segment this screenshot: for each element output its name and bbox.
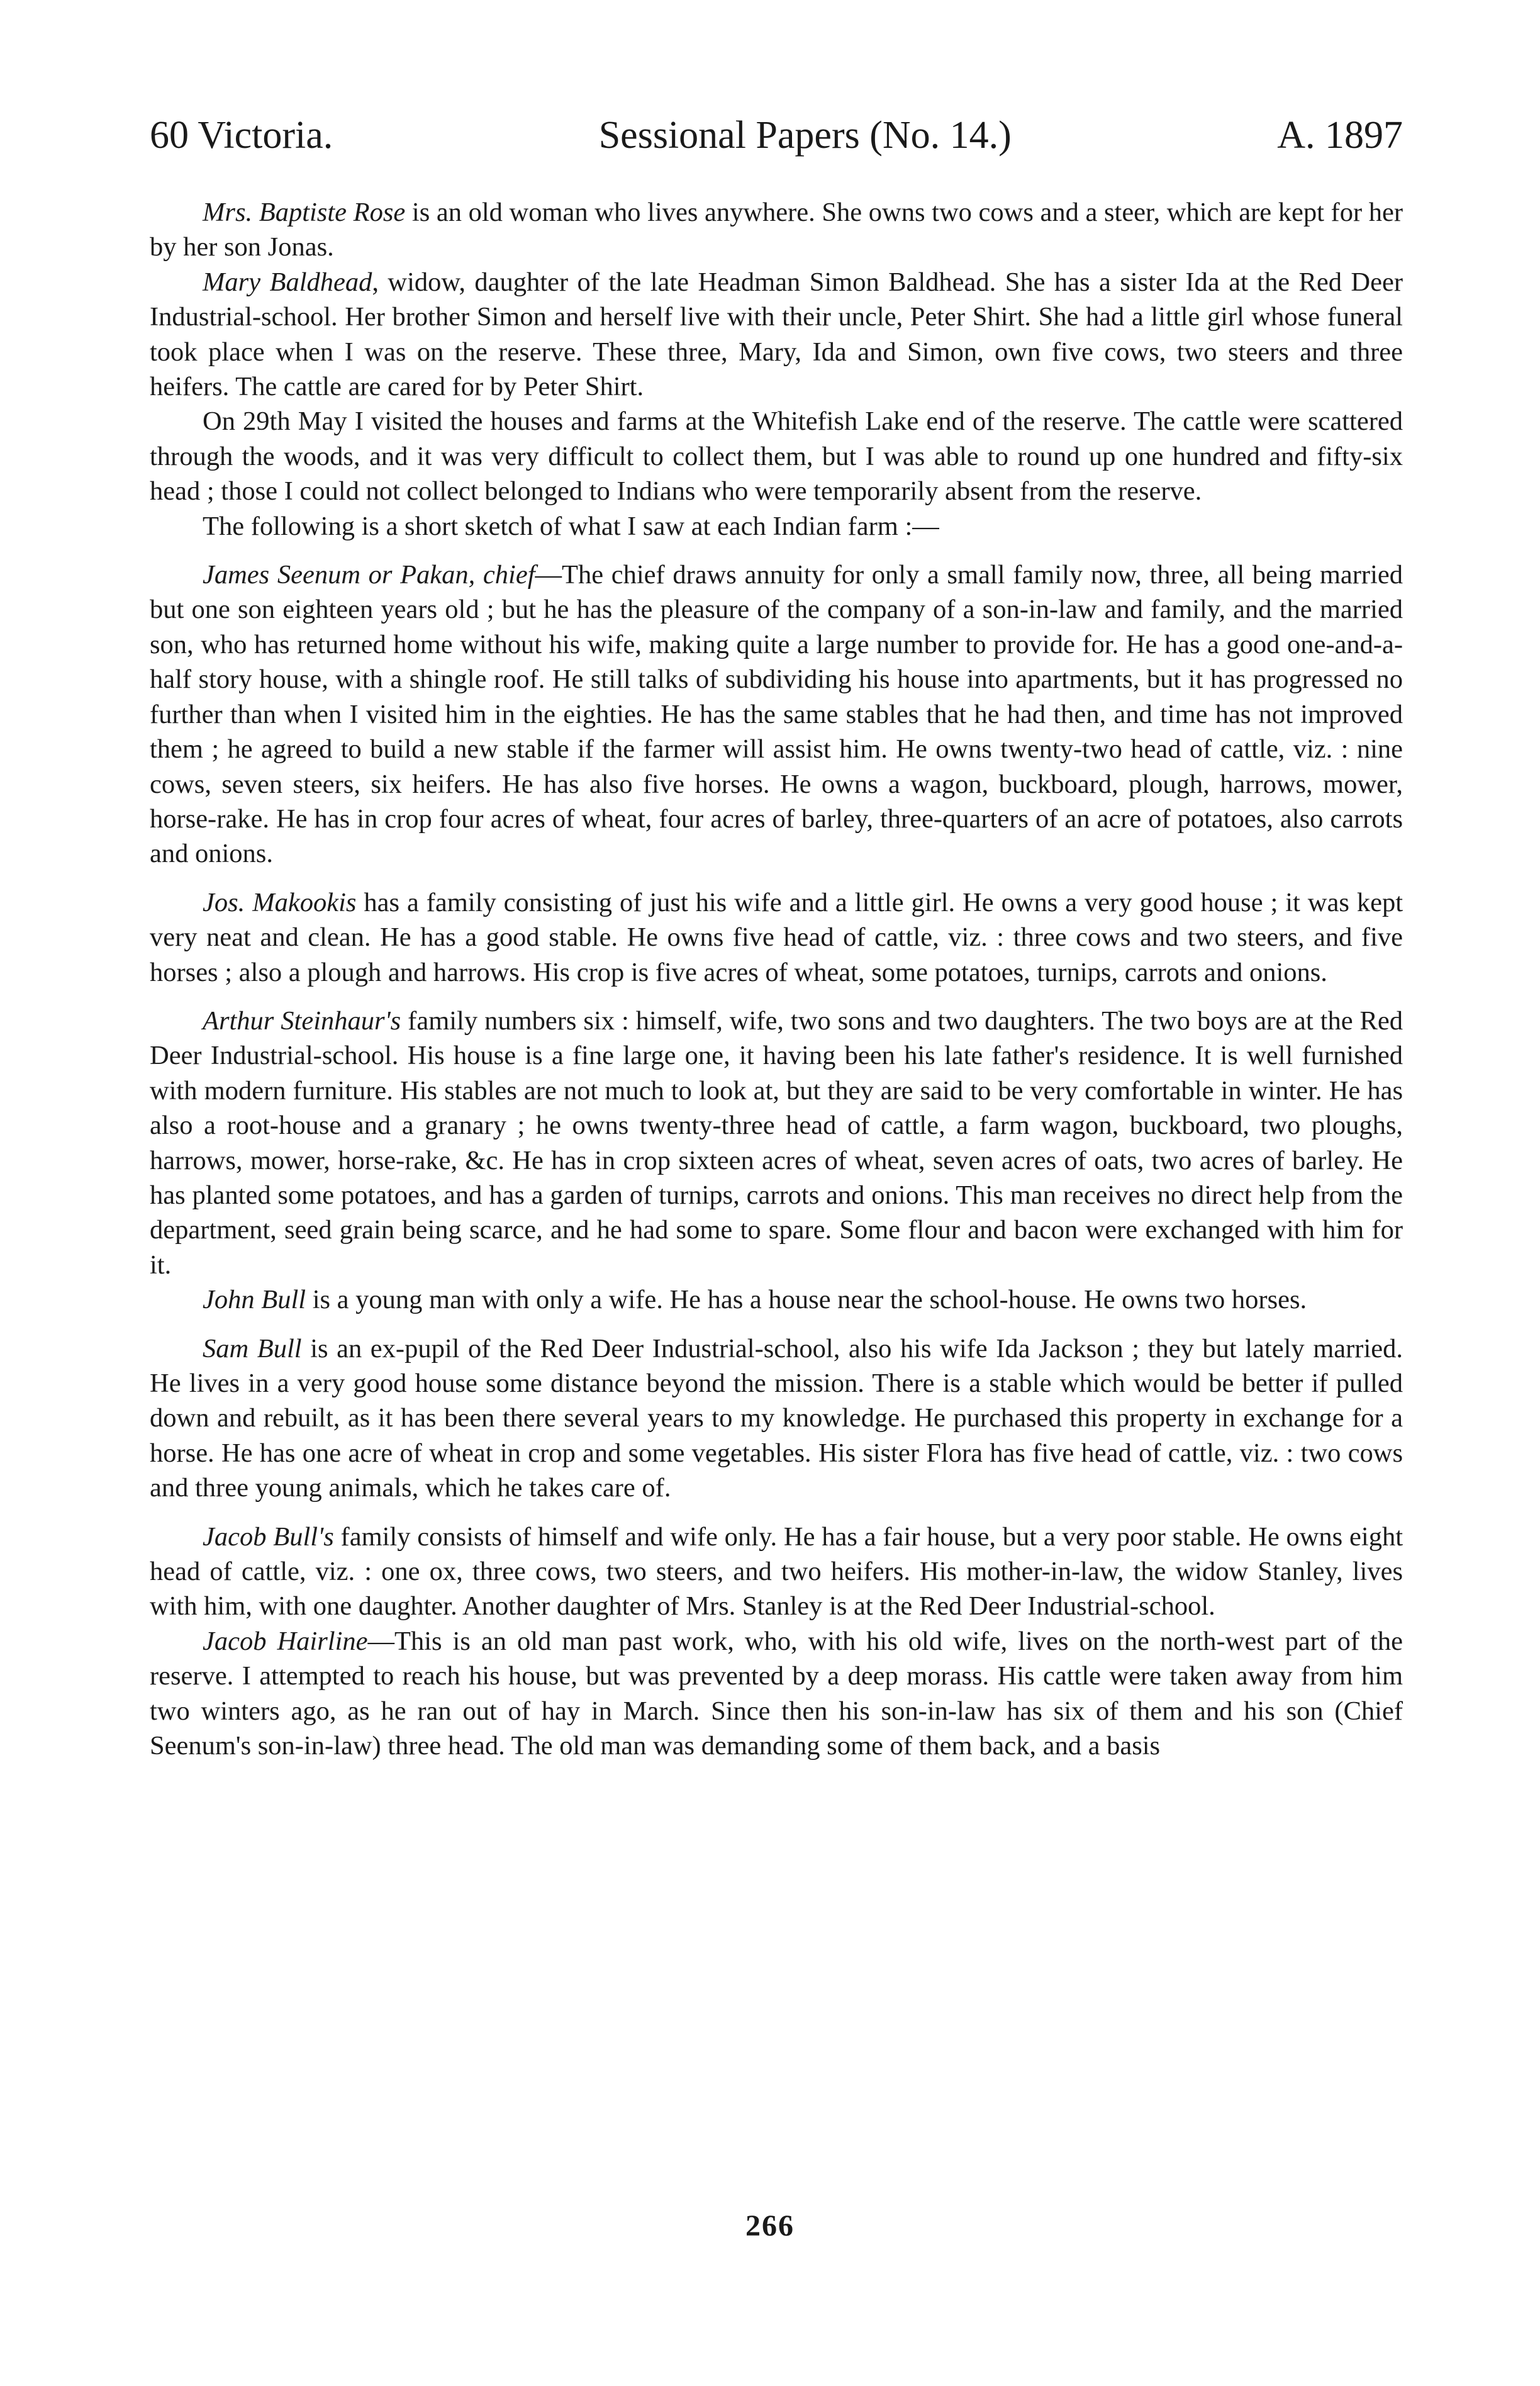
page-body <box>150 113 1403 1763</box>
paragraph <box>150 195 1403 265</box>
paragraph-text: —This is an old man past work, who, with his old wife, lives on the north-west part of the reserve. I attempted to reach his house, but was prevented by a deep morass. His cattle were taken away from him two winters ago, as he ran out of hay in March. Since then his son-in-law has six of them and his son (Chief Seenum's son-in-law) three head. The old man was demanding some of them back, and a basis <box>150 1626 1403 1761</box>
running-header <box>150 113 1403 157</box>
paragraph-text: has a family consisting of just his wife and a little girl. He owns a very good house ; it was kept very neat and clean. He has a good stable. He owns five head of cattle, viz. : three cows and two steers, and five horses ; also a plough and harrows. His crop is five acres of wheat, some potatoes, turnips, carrots and onions. <box>150 887 1403 987</box>
paragraph-text: family consists of himself and wife only. He has a fair house, but a very poor stable. He owns eight head of cattle, viz. : one ox, three cows, two steers, and two heifers. His mother-in-law, the widow Stanley, lives with him, with one daughter. Another daughter of Mrs. Stanley is at the Red Deer Industrial-school. <box>150 1521 1403 1621</box>
header-year: 60 Victoria. <box>150 114 333 157</box>
paragraph <box>150 404 1403 508</box>
person-name: Sam Bull <box>203 1333 302 1364</box>
paragraph <box>150 1331 1403 1506</box>
person-name: Mary Baldhead <box>203 267 372 297</box>
person-name: Jacob Bull's <box>203 1521 334 1552</box>
page-number: 266 <box>745 2209 795 2243</box>
paragraph <box>150 1624 1403 1764</box>
paragraph-text: family numbers six : himself, wife, two sons and two daughters. The two boys are at the Red Deer Industrial-school. His house is a fine large one, it having been his late father's residence. It is well furnished with modern furniture. His stables are not much to look at, but they are said to be very comfortable in winter. He has also a root-house and a granary ; he owns twenty-three head of cattle, a farm wagon, buckboard, two ploughs, harrows, mower, horse-rake, &c. He has in crop sixteen acres of wheat, seven acres of oats, two acres of barley. He has planted some potatoes, and has a garden of turnips, carrots and onions. This man receives no direct help from the department, seed grain being scarce, and he had some to spare. Some flour and bacon were exchanged with him for it. <box>150 1005 1403 1280</box>
person-name: Jos. Makookis <box>203 887 357 917</box>
paragraph <box>150 885 1403 990</box>
header-title: Sessional Papers (No. 14.) <box>598 114 1012 157</box>
header-series: A. 1897 <box>1277 114 1403 157</box>
paragraph-text: On 29th May I visited the houses and farms at the Whitefish Lake end of the reserve. The cattle were scattered through the woods, and it was very difficult to collect them, but I was able to round up one hundred and fifty-six head ; those I could not collect belonged to Indians who were temporarily absent from the reserve. <box>150 406 1403 507</box>
paragraph-text: , widow, daughter of the late Headman Simon Baldhead. She has a sister Ida at the Red Deer Industrial-school. Her brother Simon and herself live with their uncle, Peter Shirt. She had a little girl whose funeral took place when I was on the reserve. These three, Mary, Ida and Simon, own five cows, two steers and three heifers. The cattle are cared for by Peter Shirt. <box>150 267 1403 402</box>
person-name: James Seenum or Pakan, chief <box>203 560 535 590</box>
person-name: Mrs. Baptiste Rose <box>203 198 406 227</box>
paragraph-text: —The chief draws annuity for only a small family now, three, all being married but one son eighteen years old ; but he has the pleasure of the company of a son-in-law and family, and the married son, who has returned home without his wife, making quite a large number to provide for. He has a good one-and-a-half story house, with a shingle roof. He still talks of subdividing his house into apartments, but it has progressed no further than when I visited him in the eighties. He has the same stables that he had then, and time has not improved them ; he agreed to build a new stable if the farmer will assist him. He owns twenty-two head of cattle, viz. : nine cows, seven steers, six heifers. He has also five horses. He owns a wagon, buckboard, plough, harrows, mower, horse-rake. He has in crop four acres of wheat, four acres of barley, three-quarters of an acre of potatoes, also carrots and onions. <box>150 560 1403 869</box>
paragraph-text: is a young man with only a wife. He has a house near the school-house. He owns two horses. <box>306 1285 1307 1315</box>
paragraph <box>150 1520 1403 1624</box>
person-name: John Bull <box>203 1285 306 1315</box>
paragraph-text: is an old woman who lives anywhere. She owns two cows and a steer, which are kept for her by her son Jonas. <box>150 198 1403 262</box>
paragraph <box>150 557 1403 871</box>
person-name: Arthur Steinhaur's <box>203 1005 401 1036</box>
paragraph-text: The following is a short sketch of what I saw at each Indian farm :— <box>203 511 939 541</box>
paragraph <box>150 1004 1403 1282</box>
paragraph <box>150 1282 1403 1317</box>
paragraph <box>150 509 1403 544</box>
paragraph-text: is an ex-pupil of the Red Deer Industrial-school, also his wife Ida Jackson ; they but lately married. He lives in a very good house some distance beyond the mission. There is a stable which would be better if pulled down and rebuilt, as it has been there several years to my knowledge. He purchased this property in exchange for a horse. He has one acre of wheat in crop and some vegetables. His sister Flora has five head of cattle, viz. : two cows and three young animals, which he takes care of. <box>150 1333 1403 1503</box>
paragraph <box>150 265 1403 405</box>
person-name: Jacob Hairline <box>203 1626 368 1656</box>
